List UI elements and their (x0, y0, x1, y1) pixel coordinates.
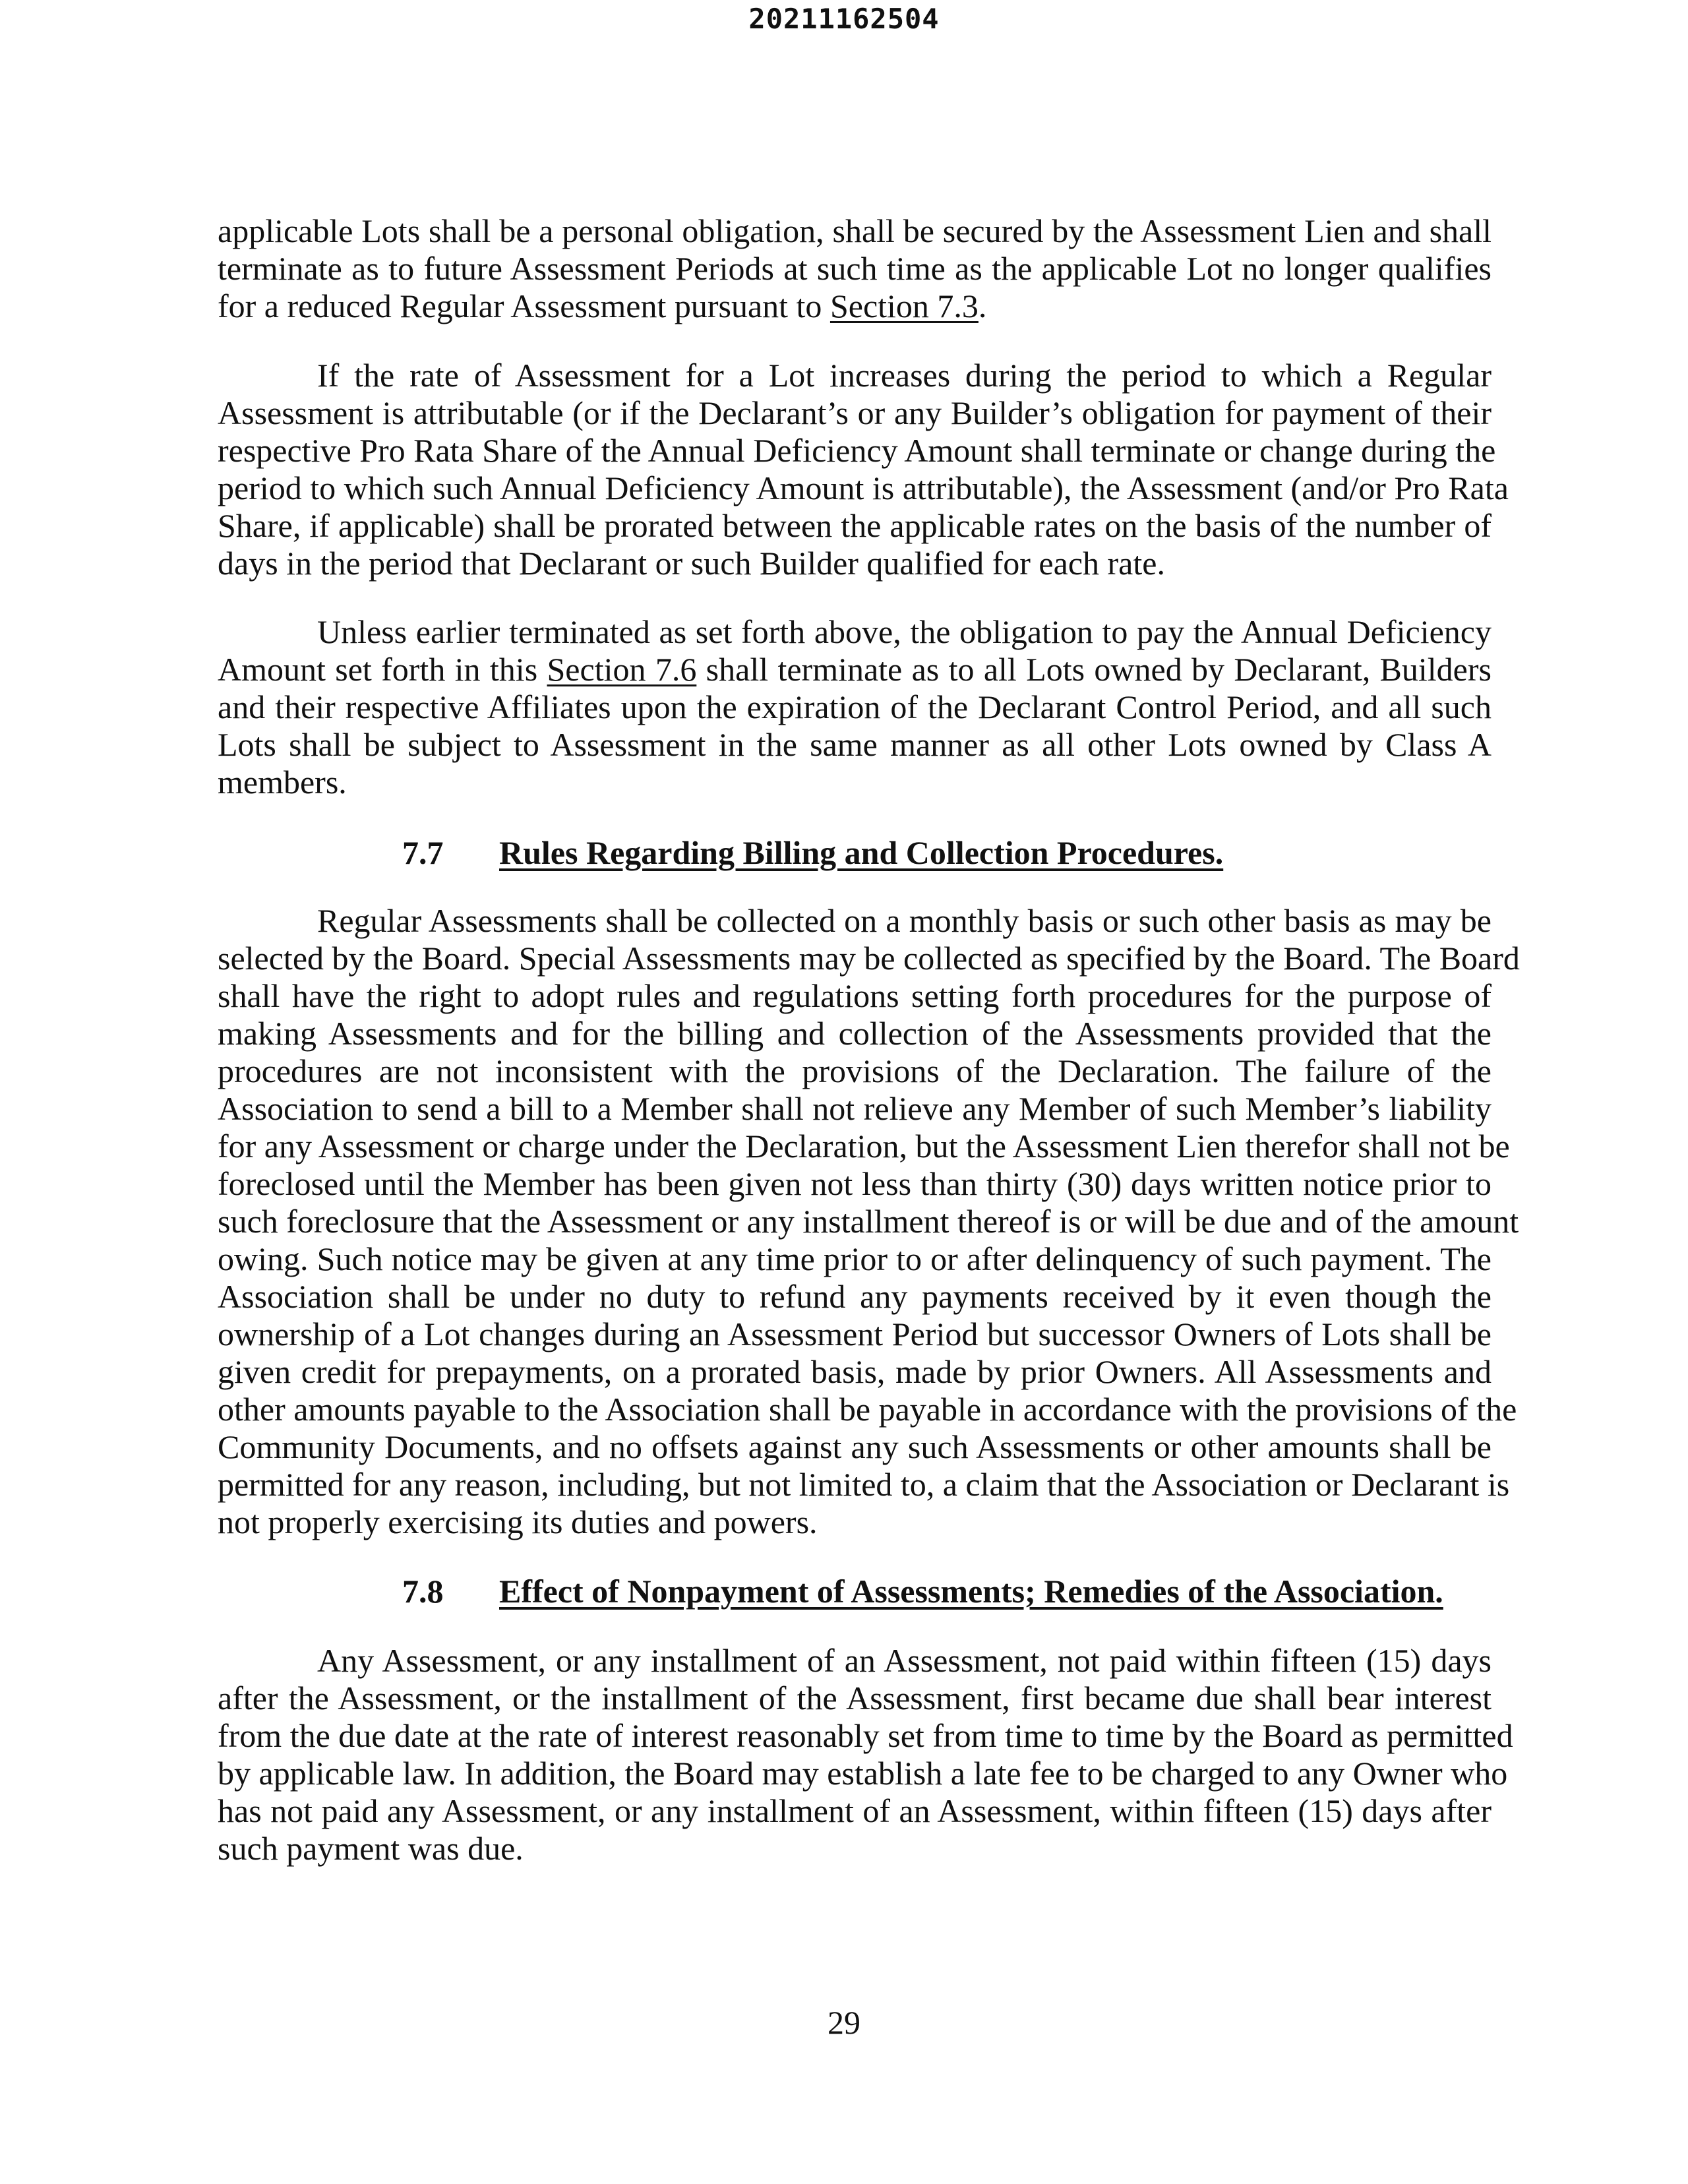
paragraph-termination (218, 613, 1492, 801)
text-segment: . (978, 288, 987, 324)
text-line: Lots shall be subject to Assessment in the same manner as all other Lots owned by Class A (218, 726, 1492, 763)
text-line: after the Assessment, or the installment of the Assessment, first became due shall bear interest (218, 1680, 1492, 1716)
text-line (218, 288, 1492, 325)
text-line: such foreclosure that the Assessment or any installment thereof is or will be due and of the amount (218, 1203, 1519, 1240)
paragraph-nonpayment (218, 1642, 1513, 1867)
text-line: ownership of a Lot changes during an Assessment Period but successor Owners of Lots shall be (218, 1316, 1492, 1352)
text-line: Share, if applicable) shall be prorated between the applicable rates on the basis of the number of (218, 507, 1492, 544)
text-line: other amounts payable to the Association shall be payable in accordance with the provisions of the (218, 1391, 1517, 1428)
text-line: given credit for prepayments, on a prorated basis, made by prior Owners. All Assessments and (218, 1353, 1492, 1390)
text-line: making Assessments and for the billing and collection of the Assessments provided that the (218, 1015, 1492, 1052)
text-line: procedures are not inconsistent with the provisions of the Declaration. The failure of the (218, 1052, 1492, 1089)
paragraph-prorate (218, 357, 1509, 582)
section-number: 7.8 (402, 1573, 444, 1610)
text-line: permitted for any reason, including, but not limited to, a claim that the Association or Declarant is (218, 1466, 1510, 1503)
text-line: Any Assessment, or any installment of an Assessment, not paid within fifteen (15) days (317, 1642, 1492, 1679)
text-line: owing. Such notice may be given at any time prior to or after delinquency of such payment. The (218, 1240, 1492, 1277)
text-line: and their respective Affiliates upon the expiration of the Declarant Control Period, and all such (218, 688, 1492, 725)
text-line: members. (218, 764, 347, 801)
text-line: has not paid any Assessment, or any installment of an Assessment, within fifteen (15) days after (218, 1792, 1492, 1829)
section-reference-link[interactable]: Section 7.6 (547, 651, 697, 688)
text-line: terminate as to future Assessment Periods at such time as the applicable Lot no longer qualifies (218, 250, 1492, 287)
text-segment: Amount set forth in this (218, 651, 547, 688)
text-line: Association shall be under no duty to refund any payments received by it even though the (218, 1278, 1492, 1315)
paragraph-billing (218, 902, 1520, 1541)
text-line: applicable Lots shall be a personal obligation, shall be secured by the Assessment Lien and shall (218, 212, 1492, 249)
section-reference-link[interactable]: Section 7.3 (829, 288, 979, 324)
text-line: for any Assessment or charge under the Declaration, but the Assessment Lien therefor shall not be (218, 1128, 1510, 1165)
text-line: by applicable law. In addition, the Board may establish a late fee to be charged to any Owner who (218, 1755, 1508, 1792)
text-segment: shall terminate as to all Lots owned by Declarant, Builders (696, 651, 1492, 688)
page-number: 29 (828, 2004, 860, 2041)
text-line: Association to send a bill to a Member shall not relieve any Member of such Member’s liability (218, 1090, 1492, 1127)
text-line: period to which such Annual Deficiency Amount is attributable), the Assessment (and/or Pro Rata (218, 470, 1509, 506)
document-number: 20211162504 (748, 3, 940, 35)
text-line: not properly exercising its duties and powers. (218, 1503, 818, 1540)
text-line: Unless earlier terminated as set forth above, the obligation to pay the Annual Deficiency (317, 613, 1492, 650)
text-line: from the due date at the rate of interest reasonably set from time to time by the Board as permitted (218, 1717, 1513, 1754)
text-line: shall have the right to adopt rules and regulations setting forth procedures for the purpose of (218, 977, 1492, 1014)
text-line: selected by the Board. Special Assessments may be collected as specified by the Board. The Board (218, 940, 1520, 977)
text-line (218, 651, 1492, 688)
paragraph-continuation (218, 212, 1492, 325)
section-title: Rules Regarding Billing and Collection Procedures. (499, 834, 1224, 871)
text-line: Regular Assessments shall be collected on a monthly basis or such other basis as may be (317, 902, 1492, 939)
text-line: foreclosed until the Member has been given not less than thirty (30) days written notice prior to (218, 1165, 1492, 1202)
section-number: 7.7 (402, 834, 444, 871)
text-line: respective Pro Rata Share of the Annual Deficiency Amount shall terminate or change during the (218, 432, 1496, 469)
text-line: Assessment is attributable (or if the Declarant’s or any Builder’s obligation for payment of their (218, 394, 1492, 431)
text-line: days in the period that Declarant or such Builder qualified for each rate. (218, 545, 1165, 582)
text-line: If the rate of Assessment for a Lot increases during the period to which a Regular (317, 357, 1492, 394)
text-segment: for a reduced Regular Assessment pursuant to (218, 288, 830, 324)
section-title: Effect of Nonpayment of Assessments; Remedies of the Association. (499, 1573, 1443, 1610)
text-line: Community Documents, and no offsets against any such Assessments or other amounts shall be (218, 1428, 1492, 1465)
text-line: such payment was due. (218, 1830, 524, 1867)
